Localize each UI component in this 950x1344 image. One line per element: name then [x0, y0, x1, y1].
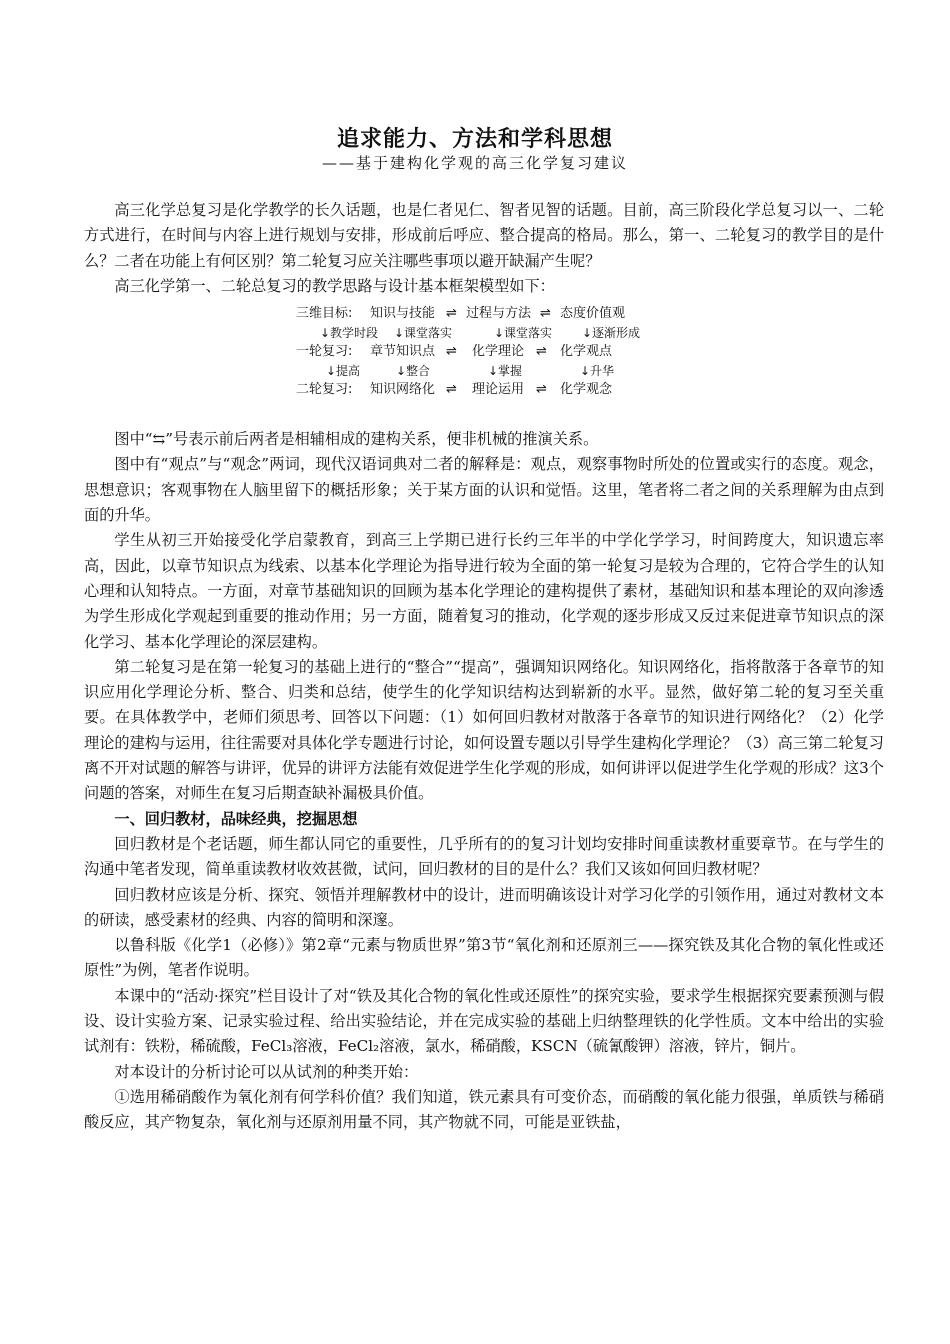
diagram-row-label: 一轮复习: — [296, 344, 353, 360]
paragraph: 第二轮复习是在第一轮复习的基础上进行的“整合”“提高”，强调知识网络化。知识网络化，指将散落于各章节的知识应用化学理论分析、整合、归类和总结，使学生的化学知识结构达到崭新的水平。显然，做好第二轮的复习至关重要。在具体教学中，老师们须思考、回答以下问题：（1）如何回归教材对散落于各章节的知识进行网络化？（2）化学理论的建构与运用，往往需要对具体化学专题进行讨论，如何设置专题以引导学生建构化学理论？（3）高三第二轮复习离不开对试题的解答与讲评，优异的讲评方法能有效促进学生化学观的形成，如何讲评以促进学生化学观的形成？这3个问题的答案，对师生在复习后期查缺补漏极具价值。 — [84, 657, 884, 803]
paragraph: 图中“⇆”号表示前后两者是相辅相成的建构关系，便非机械的推演关系。 — [114, 430, 599, 449]
diagram-node: 态度价值观 — [560, 306, 626, 322]
diagram-node: 化学理论 — [472, 344, 525, 360]
diagram-row-label: 二轮复习: — [296, 382, 353, 398]
paragraph: 对本设计的分析讨论可以从试剂的种类开始： — [114, 1062, 419, 1081]
diagram-connector: ↓掌握 — [488, 364, 523, 379]
paragraph: 回归教材是个老话题，师生都认同它的重要性，几乎所有的的复习计划均安排时间重读教材重要章节。在与学生的沟通中笔者发现，简单重读教材收效甚微，试问，回归教材的目的是什么？我们又该如何回归教材呢？ — [84, 834, 884, 879]
diagram-node: 过程与方法 — [466, 306, 532, 322]
page-title: 追求能力、方法和学科思想 — [336, 127, 613, 152]
paragraph: ①选用稀硝酸作为氧化剂有何学科价值？我们知道，铁元素具有可变价态，而硝酸的氧化能力很强，单质铁与稀硝酸反应，其产物复杂，氧化剂与还原剂用量不同，其产物就不同，可能是亚铁盐， — [84, 1087, 884, 1132]
diagram-arrow: ⇌ — [446, 382, 457, 398]
diagram-connector: ↓逐渐形成 — [582, 326, 641, 341]
paragraph: 回归教材应该是分析、探究、领悟并理解教材中的设计，进而明确该设计对学习化学的引领作用，通过对教材文本的研读，感受素材的经典、内容的简明和深邃。 — [84, 885, 884, 929]
paragraph: 本课中的“活动·探究”栏目设计了对“铁及其化合物的氧化性或还原性”的探究实验，要求学生根据探究要素预测与假设、设计实验方案、记录实验过程、给出实验结论，并在完成实验的基础上归纳整理铁的化学性质。文本中给出的实验试剂有：铁粉，稀硫酸，FeCl₃溶液，FeCl₂溶液，氯水，稀硝酸，KSCN（硫氰酸钾）溶液，锌片，铜片。 — [84, 986, 884, 1056]
paragraph: 学生从初三开始接受化学启蒙教育，到高三上学期已进行长约三年半的中学化学学习，时间跨度大，知识遗忘率高，因此，以章节知识点为线索、以基本化学理论为指导进行较为全面的第一轮复习是较为合理的，它符合学生的认知心理和认知特点。一方面，对章节基础知识的回顾为基本化学理论的建构提供了素材，基础知识和基本理论的双向渗透为学生形成化学观起到重要的推动作用；另一方面，随着复习的推动，化学观的逐步形成又反过来促进章节知识点的深化学习、基本化学理论的深层建构。 — [84, 531, 884, 651]
diagram-connector: ↓教学时段 — [320, 326, 379, 341]
diagram-arrow: ⇌ — [536, 382, 547, 398]
paragraph: 以鲁科版《化学1（必修）》第2章“元素与物质世界”第3节“氧化剂和还原剂三——探究铁及其化合物的氧化性或还原性”为例，笔者作说明。 — [84, 936, 884, 980]
diagram-node: 化学观念 — [560, 382, 613, 398]
diagram-connector: ↓整合 — [396, 364, 431, 379]
paragraph: 高三化学总复习是化学教学的长久话题，也是仁者见仁、智者见智的话题。目前，高三阶段化学总复习以一、二轮方式进行，在时间与内容上进行规划与安排，形成前后呼应、整合提高的格局。那么，第一、二轮复习的教学目的是什么？二者在功能上有何区别？第二轮复习应关注哪些事项以避开缺漏产生呢？ — [84, 201, 884, 270]
section-heading: 一、回归教材，品味经典，挖掘思想 — [114, 809, 358, 828]
diagram-row-label: 三维目标: — [296, 306, 353, 322]
article-body — [84, 198, 884, 1136]
diagram-arrow: ⇌ — [540, 306, 551, 322]
diagram-arrow: ⇌ — [536, 344, 547, 360]
diagram-arrow: ⇌ — [446, 306, 457, 322]
diagram-connector: ↓升华 — [580, 364, 615, 379]
diagram-node: 化学观点 — [560, 344, 613, 360]
diagram-connector: ↓课堂落实 — [494, 326, 553, 341]
diagram-node: 理论运用 — [472, 382, 525, 398]
page-subtitle: ——基于建构化学观的高三化学复习建议 — [321, 154, 628, 172]
diagram-node: 知识与技能 — [370, 306, 436, 322]
diagram-connector: ↓提高 — [326, 364, 361, 379]
diagram-node: 章节知识点 — [370, 344, 436, 360]
diagram-arrow: ⇌ — [446, 344, 457, 360]
diagram-node: 知识网络化 — [370, 382, 436, 398]
review-framework-diagram — [84, 305, 884, 417]
paragraph: 高三化学第一、二轮总复习的教学思路与设计基本框架模型如下： — [114, 276, 555, 295]
paragraph: 图中有“观点”与“观念”两词，现代汉语词典对二者的解释是：观点，观察事物时所处的位置或实行的态度。观念，思想意识；客观事物在人脑里留下的概括形象；关于某方面的认识和觉悟。这里，笔者将二者之间的关系理解为由点到面的升华。 — [84, 455, 884, 525]
diagram-connector: ↓课堂落实 — [394, 326, 453, 341]
